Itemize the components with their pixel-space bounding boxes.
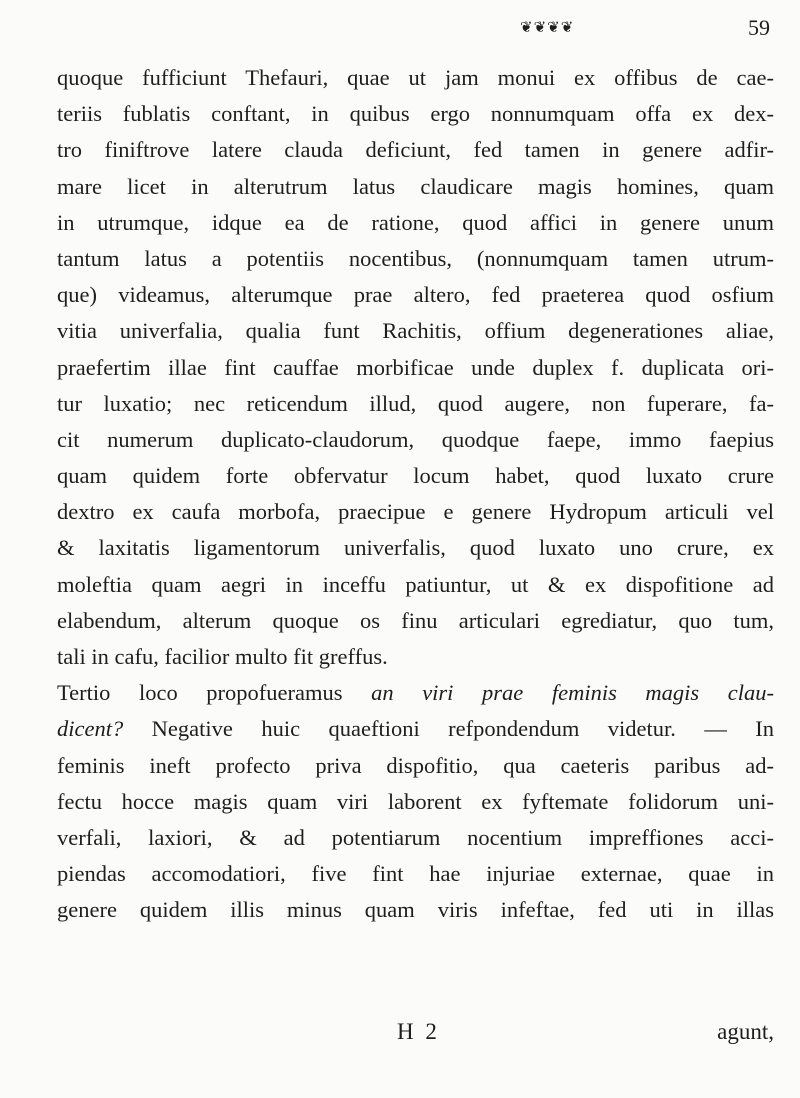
page-header xyxy=(520,15,770,40)
header-ornament: ❦❦❦❦ xyxy=(520,20,575,36)
text-line: tro finiftrove latere clauda deficiunt, fed tamen in genere adfir- xyxy=(57,137,774,163)
text-line: que) videamus, alterumque prae altero, fed praeterea quod osfium xyxy=(57,282,774,308)
text-line: feminis ineft profecto priva dispofitio, qua caeteris paribus ad- xyxy=(57,752,774,778)
question-italic: an viri prae feminis magis clau- xyxy=(371,680,774,706)
text-line: piendas accomodatiori, five fint hae injuriae externae, quae in xyxy=(57,861,774,887)
text-line: & laxitatis ligamentorum univerfalis, quod luxato uno crure, ex xyxy=(57,535,774,561)
text-line: quam quidem forte obfervatur locum habet, quod luxato crure xyxy=(57,463,774,489)
text-line: tali in cafu, facilior multo fit greffus. xyxy=(57,644,388,669)
text-line: tur luxatio; nec reticendum illud, quod augere, non fuperare, fa- xyxy=(57,390,774,416)
catchword: agunt, xyxy=(717,1019,774,1044)
text-line: verfali, laxiori, & ad potentiarum nocentium impreffiones acci- xyxy=(57,824,774,850)
text-line: teriis fublatis conftant, in quibus ergo nonnumquam offa ex dex- xyxy=(57,101,774,127)
text-line: genere quidem illis minus quam viris infeftae, fed uti in illas xyxy=(57,897,774,923)
text-line: dextro ex caufa morbofa, praecipue e genere Hydropum articuli vel xyxy=(57,499,774,525)
question-answer: Negative huic quaeftioni refpondendum videtur. — In xyxy=(151,716,774,742)
page-number: 59 xyxy=(748,15,770,40)
page-footer xyxy=(0,1018,800,1058)
text-line: fectu hocce magis quam viri laborent ex fyftemate folidorum uni- xyxy=(57,788,774,814)
text-line: tantum latus a potentiis nocentibus, (nonnumquam tamen utrum- xyxy=(57,245,774,271)
text-line: praefertim illae fint cauffae morbificae unde duplex f. duplicata ori- xyxy=(57,354,774,380)
text-line: mare licet in alterutrum latus claudicare magis homines, quam xyxy=(57,173,774,199)
question-line xyxy=(57,675,774,711)
body-text xyxy=(57,60,774,929)
signature-mark: H 2 xyxy=(397,1019,440,1044)
text-line: quoque fufficiunt Thefauri, quae ut jam monui ex offibus de cae- xyxy=(57,65,774,90)
text-line: elabendum, alterum quoque os finu articulari egrediatur, quo tum, xyxy=(57,607,774,633)
question-italic-end: dicent? xyxy=(57,716,124,742)
question-prefix: Tertio loco propofueramus xyxy=(57,680,343,706)
text-line: cit numerum duplicato-claudorum, quodque faepe, immo faepius xyxy=(57,426,774,452)
question-line-continued xyxy=(57,711,774,747)
text-line: vitia univerfalia, qualia funt Rachitis, offium degenerationes aliae, xyxy=(57,318,774,344)
text-line: moleftia quam aegri in inceffu patiuntur, ut & ex dispofitione ad xyxy=(57,571,774,597)
text-line: in utrumque, idque ea de ratione, quod affici in genere unum xyxy=(57,209,774,235)
